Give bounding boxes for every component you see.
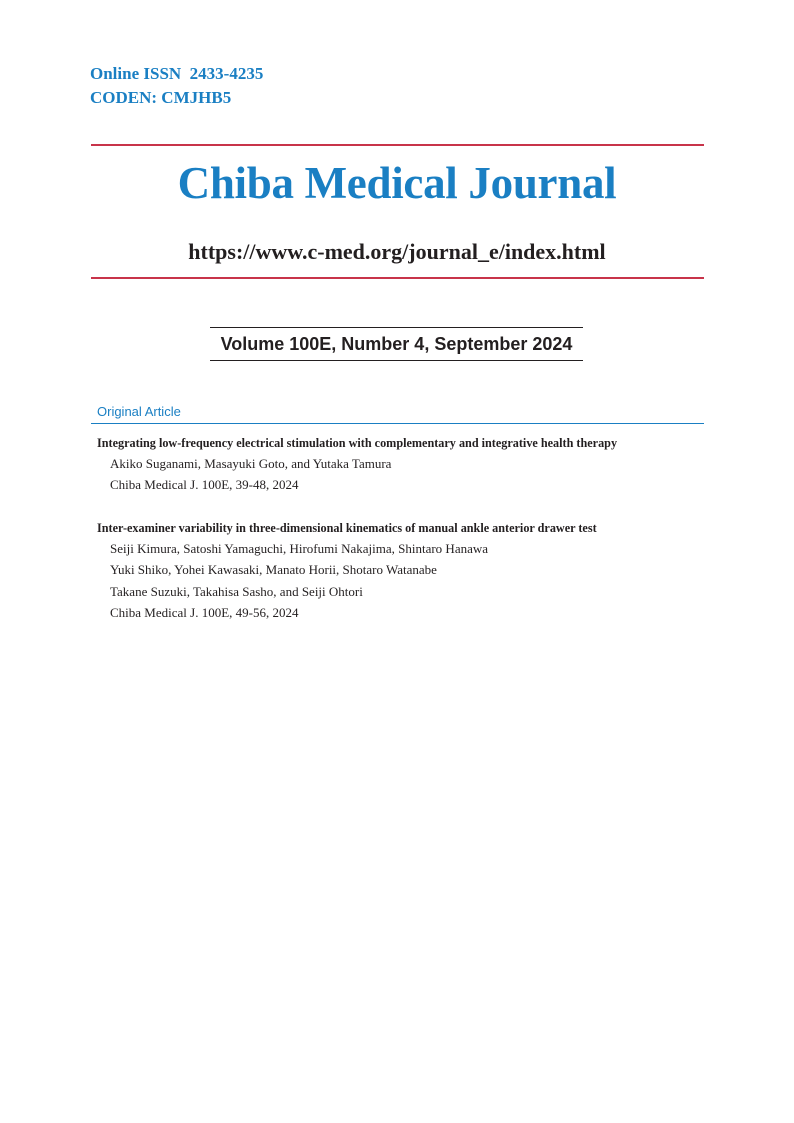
article-entry <box>97 434 707 496</box>
article-title-link[interactable]: Integrating low-frequency electrical stimulation with complementary and integrative health therapy <box>97 436 618 450</box>
article-citation: Chiba Medical J. 100E, 39-48, 2024 <box>110 477 299 493</box>
online-issn: Online ISSN 2433-4235 <box>90 64 264 83</box>
article-authors: Takane Suzuki, Takahisa Sasho, and Seiji Ohtori <box>110 583 363 599</box>
section-divider <box>91 423 704 424</box>
article-authors: Seiji Kimura, Satoshi Yamaguchi, Hirofumi Nakajima, Shintaro Hanawa <box>110 541 489 556</box>
article-authors: Yuki Shiko, Yohei Kawasaki, Manato Horii, Shotaro Watanabe <box>110 562 437 578</box>
article-authors: Akiko Suganami, Masayuki Goto, and Yutaka Tamura <box>110 456 392 471</box>
section-heading: Original Article <box>97 404 181 419</box>
bottom-divider <box>91 277 704 279</box>
article-citation: Chiba Medical J. 100E, 49-56, 2024 <box>110 604 299 620</box>
coden: CODEN: CMJHB5 <box>90 88 232 107</box>
issue-volume-line: Volume 100E, Number 4, September 2024 <box>210 327 583 361</box>
issn-block <box>90 62 263 110</box>
top-divider <box>91 144 704 146</box>
journal-url-link[interactable]: https://www.c-med.org/journal_e/index.html <box>188 239 606 264</box>
article-entry <box>97 519 707 623</box>
journal-title: Chiba Medical Journal <box>177 158 617 208</box>
article-title-link[interactable]: Inter-examiner variability in three-dimensional kinematics of manual ankle anterior drawer test <box>97 521 597 535</box>
